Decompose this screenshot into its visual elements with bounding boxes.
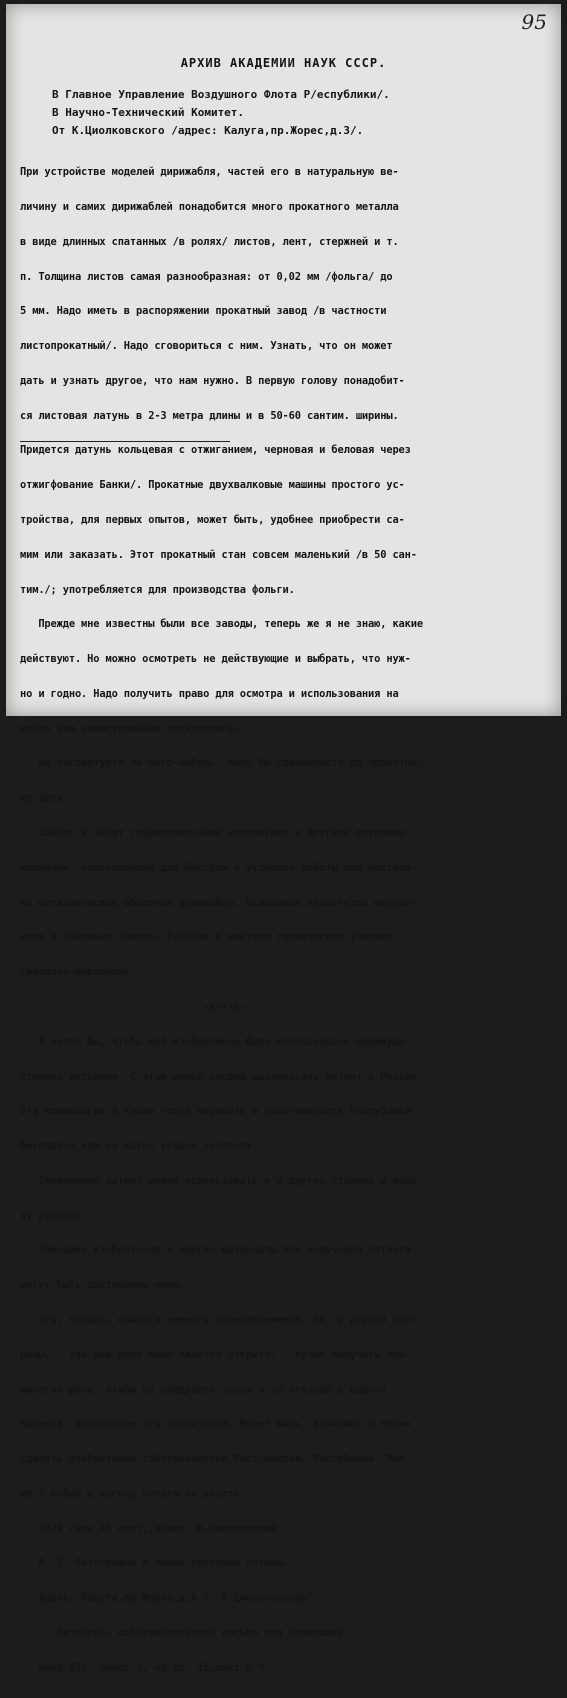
body-line: вилегию рано, чтобы не придрался закон и не отказал в выдаче [20, 1383, 387, 1396]
letter-body [20, 144, 553, 1698]
body-line: Это, правда, кажется немного преждевременно. Но, с другой сто- [20, 1313, 417, 1326]
body-line: п. Толщина листов самая разнообразная: от 0,02 мм /фольга/ до [20, 270, 393, 283]
body-line: Сейчас я занят гофрировальными аппаратами и другими орудиями- [20, 827, 411, 840]
body-line: патента, вследствие его открытости. Может быть, возможно и прямо [20, 1418, 411, 1431]
body-line: но и годно. Надо получить право для осмотра и использования на [20, 687, 399, 700]
body-line: месте или заимствования подходящего. [20, 722, 240, 735]
underline-rule [20, 441, 230, 442]
autograph-note: Автограф: собственноручное письмо под копировку. [20, 1627, 350, 1639]
postscript-line: Р. S. Фотографии к новой рукописи готовы. [20, 1557, 289, 1570]
body-line: тройства, для первых опытов, может быть, удобнее приобрести са- [20, 514, 405, 526]
body-line: Прежде мне известны были все заводы, теперь же я не знаю, какие [20, 618, 423, 631]
addressee-line-2: В Научно-Технический Комитет. [52, 106, 245, 119]
body-line: личину и самих дирижаблей понадобится много прокатного металла [20, 200, 399, 213]
return-address-line: Адрес: Калуга,пр.Жорес,д.№ 3. К.Циолковскому". [20, 1592, 320, 1605]
sender-line: От К.Циолковского /адрес: Калуга,пр.Жорес,д.3/. [52, 124, 364, 137]
body-line: тим./; употребляется для производства фольги. [20, 583, 295, 596]
section-divider: -х-х-х- [20, 1000, 246, 1013]
body-line: Описание изобретения и другие материалы для получения патента [20, 1244, 411, 1257]
body-line: отжигфование Банки/. Прокатные двухвалковые машины простого ус- [20, 479, 405, 492]
body-line: ся листовая латунь в 2-3 метра длины и в 50-60 сантим. ширины. [20, 409, 399, 422]
body-line: Придется датунь кольцевая с отжиганием, черновая и беловая через [20, 444, 411, 457]
body-line: могут быть доставлены мною. [20, 1279, 185, 1292]
signature-date-line: 1922 года,25 сент.,понед. К.Циолковский. [20, 1522, 283, 1535]
body-line: зу русских. [20, 1209, 88, 1222]
body-line: Современем патент можно использовать и в других странах в поль- [20, 1174, 423, 1187]
body-line: листопрокатный/. Надо сговориться с ним. Узнать, что он может [20, 340, 393, 353]
body-line: 5 мм. Надо иметь в распоряжении прокатный завод /в частности [20, 305, 387, 318]
body-line: роны, - так как дело мною ведётся открыто, - лучше получить при- [20, 1348, 411, 1361]
body-line: Не посоветуете ли чего-нибудь. Надо бы специалиста по прокатно- [20, 757, 423, 770]
body-line: Я желал бы, чтобы моё изобретение было использовано преимуще- [20, 1035, 411, 1048]
archive-document-page [6, 4, 561, 1674]
body-line: в виде длинных спатанных /в ролях/ листов, лент, стержней и т. [20, 235, 399, 248]
body-line: машинами, необходимыми для быстрой и успешной работы при построй- [20, 861, 417, 874]
body-line: При устройстве моделей дирижабля, частей его в натуральную ве- [20, 166, 399, 179]
archive-reference: Фонд 555, опись 3, ед.хр. 15,лист 8-9. [20, 1661, 271, 1674]
body-line: му делу. [20, 792, 69, 805]
body-line: /железно-дорожном/. [20, 966, 137, 979]
body-line: ственно русскими. С этою целью посвящ выхлопотать патент в России. [20, 1070, 423, 1083]
body-line: дать и узнать другое, что нам нужно. В первую голову понадобит- [20, 374, 405, 387]
body-line: же с собою в могилу ничего не унести. [20, 1487, 246, 1500]
body-line: мим или заказать. Этот прокатный стан совсем маленький /в 50 сан- [20, 548, 417, 561]
body-line: действуют. Но можно осмотреть не действующие и выбрать, что нуж- [20, 653, 411, 666]
archive-header: АРХИВ АКАДЕМИИ НАУК СССР. [180, 56, 387, 70]
body-line: ке металлических оболочек дирижабля. Испытываю недостаток матери- [20, 896, 417, 909]
body-line: алов и обменных знаков. Работаю в местном техническом училище [20, 931, 393, 944]
body-line: Эту привилегию я также готов передать в собственность Республики [20, 1105, 411, 1118]
body-line: сделать изобретение собственностью Росс/ийской/ Республики. Мне [20, 1453, 405, 1466]
body-line: бесплатно или на каких угодно условиях. [20, 1140, 259, 1153]
addressee-line-1: В Главное Управление Воздушного Флота Р/еспублики/. [52, 88, 390, 101]
page-number: 95 [521, 10, 547, 34]
